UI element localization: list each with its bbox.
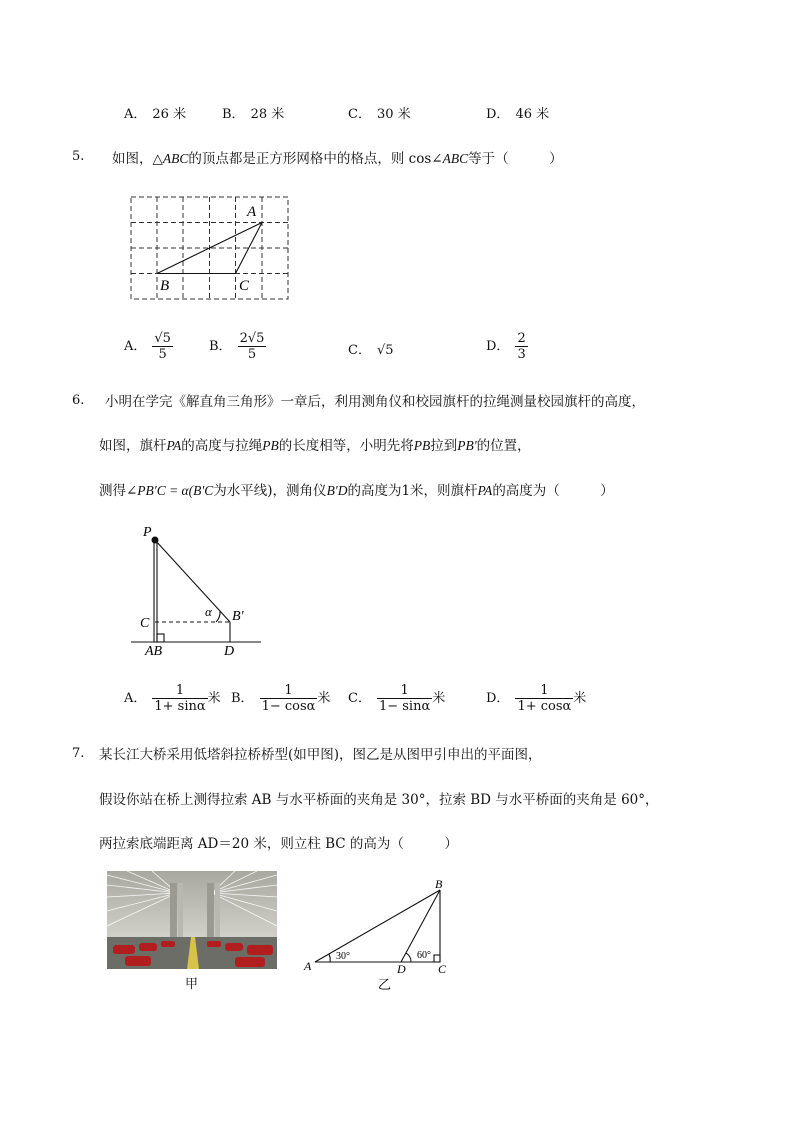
q4-option-a: A． 26 米 bbox=[124, 107, 187, 122]
label-d: D bbox=[397, 962, 406, 976]
label-angle-60: 60° bbox=[417, 950, 431, 961]
label-b-prime: B' bbox=[232, 609, 244, 624]
q6-option-d: D． $\frac{1}{1+ \cos\alpha}$ 米 bbox=[486, 683, 587, 714]
caption-jia: 甲 bbox=[185, 977, 199, 992]
q7-line3: 两拉索底端距离 AD＝20 米，则立柱 BC 的高为（ ） bbox=[99, 836, 458, 852]
label-ab: AB bbox=[145, 644, 163, 659]
q4-option-d: D． 46 米 bbox=[486, 107, 550, 122]
caption-yi: 乙 bbox=[378, 977, 392, 992]
q6-option-c: C． $\frac{1}{1- \sin\alpha}$ 米 bbox=[348, 683, 446, 714]
q7-line1: 某长江大桥采用低塔斜拉桥桥型(如甲图)，图乙是从图甲引申出的平面图， bbox=[99, 747, 542, 763]
q5-question: 如图，△ABC的顶点都是正方形网格中的格点，则 cos∠ABC等于（ ） bbox=[112, 151, 563, 167]
q7-number: 7. bbox=[72, 746, 85, 761]
bridge-photo-drawing bbox=[107, 871, 277, 969]
q6-number: 6. bbox=[72, 393, 85, 408]
q5-number: 5. bbox=[72, 149, 85, 164]
label-alpha: α bbox=[205, 604, 212, 619]
q6-option-a: A． $\frac{1}{1+ \sin\alpha}$ 米 bbox=[124, 683, 221, 714]
q6-flagpole-figure bbox=[125, 520, 270, 660]
bridge-photo bbox=[107, 871, 277, 969]
q5-option-c: C． √5 bbox=[348, 343, 394, 358]
label-d: D bbox=[224, 644, 235, 659]
q5-option-a: A． $\frac{√5}{5}$ bbox=[124, 331, 171, 362]
label-a: A bbox=[304, 959, 312, 973]
q5-option-d: D． $\frac{2}{3}$ bbox=[486, 331, 526, 362]
q4-option-c: C． 30 米 bbox=[348, 107, 411, 122]
q7-line2: 假设你站在桥上测得拉索 AB 与水平桥面的夹角是 30°，拉索 BD 与水平桥面的夹角是 60°， bbox=[99, 792, 659, 808]
q5-option-b: B． $\frac{2√5}{5}$ bbox=[209, 331, 265, 362]
label-p: P bbox=[143, 525, 152, 540]
q4-option-b: B． 28 米 bbox=[222, 107, 285, 122]
q6-line1: 小明在学完《解直角三角形》一章后，利用测角仪和校园旗杆的拉绳测量校园旗杆的高度， bbox=[105, 394, 645, 410]
label-b: B bbox=[160, 278, 170, 294]
q7-plane-figure bbox=[300, 875, 460, 995]
label-angle-30: 30° bbox=[336, 951, 350, 962]
q6-option-b: B． $\frac{1}{1- \cos\alpha}$ 米 bbox=[231, 683, 331, 714]
q6-line3: 测得∠PB'C = α(B'C为水平线)，测角仪B'D的高度为1米，则旗杆PA的高度为（ ） bbox=[99, 483, 614, 499]
q5-grid-figure bbox=[125, 192, 295, 304]
label-a: A bbox=[247, 204, 257, 220]
q6-line2: 如图，旗杆PA的高度与拉绳PB的长度相等，小明先将PB拉到PB'的位置， bbox=[99, 438, 531, 454]
label-c: C bbox=[239, 278, 250, 294]
label-c: C bbox=[438, 962, 447, 976]
label-b: B bbox=[435, 877, 443, 891]
label-c: C bbox=[140, 616, 150, 631]
